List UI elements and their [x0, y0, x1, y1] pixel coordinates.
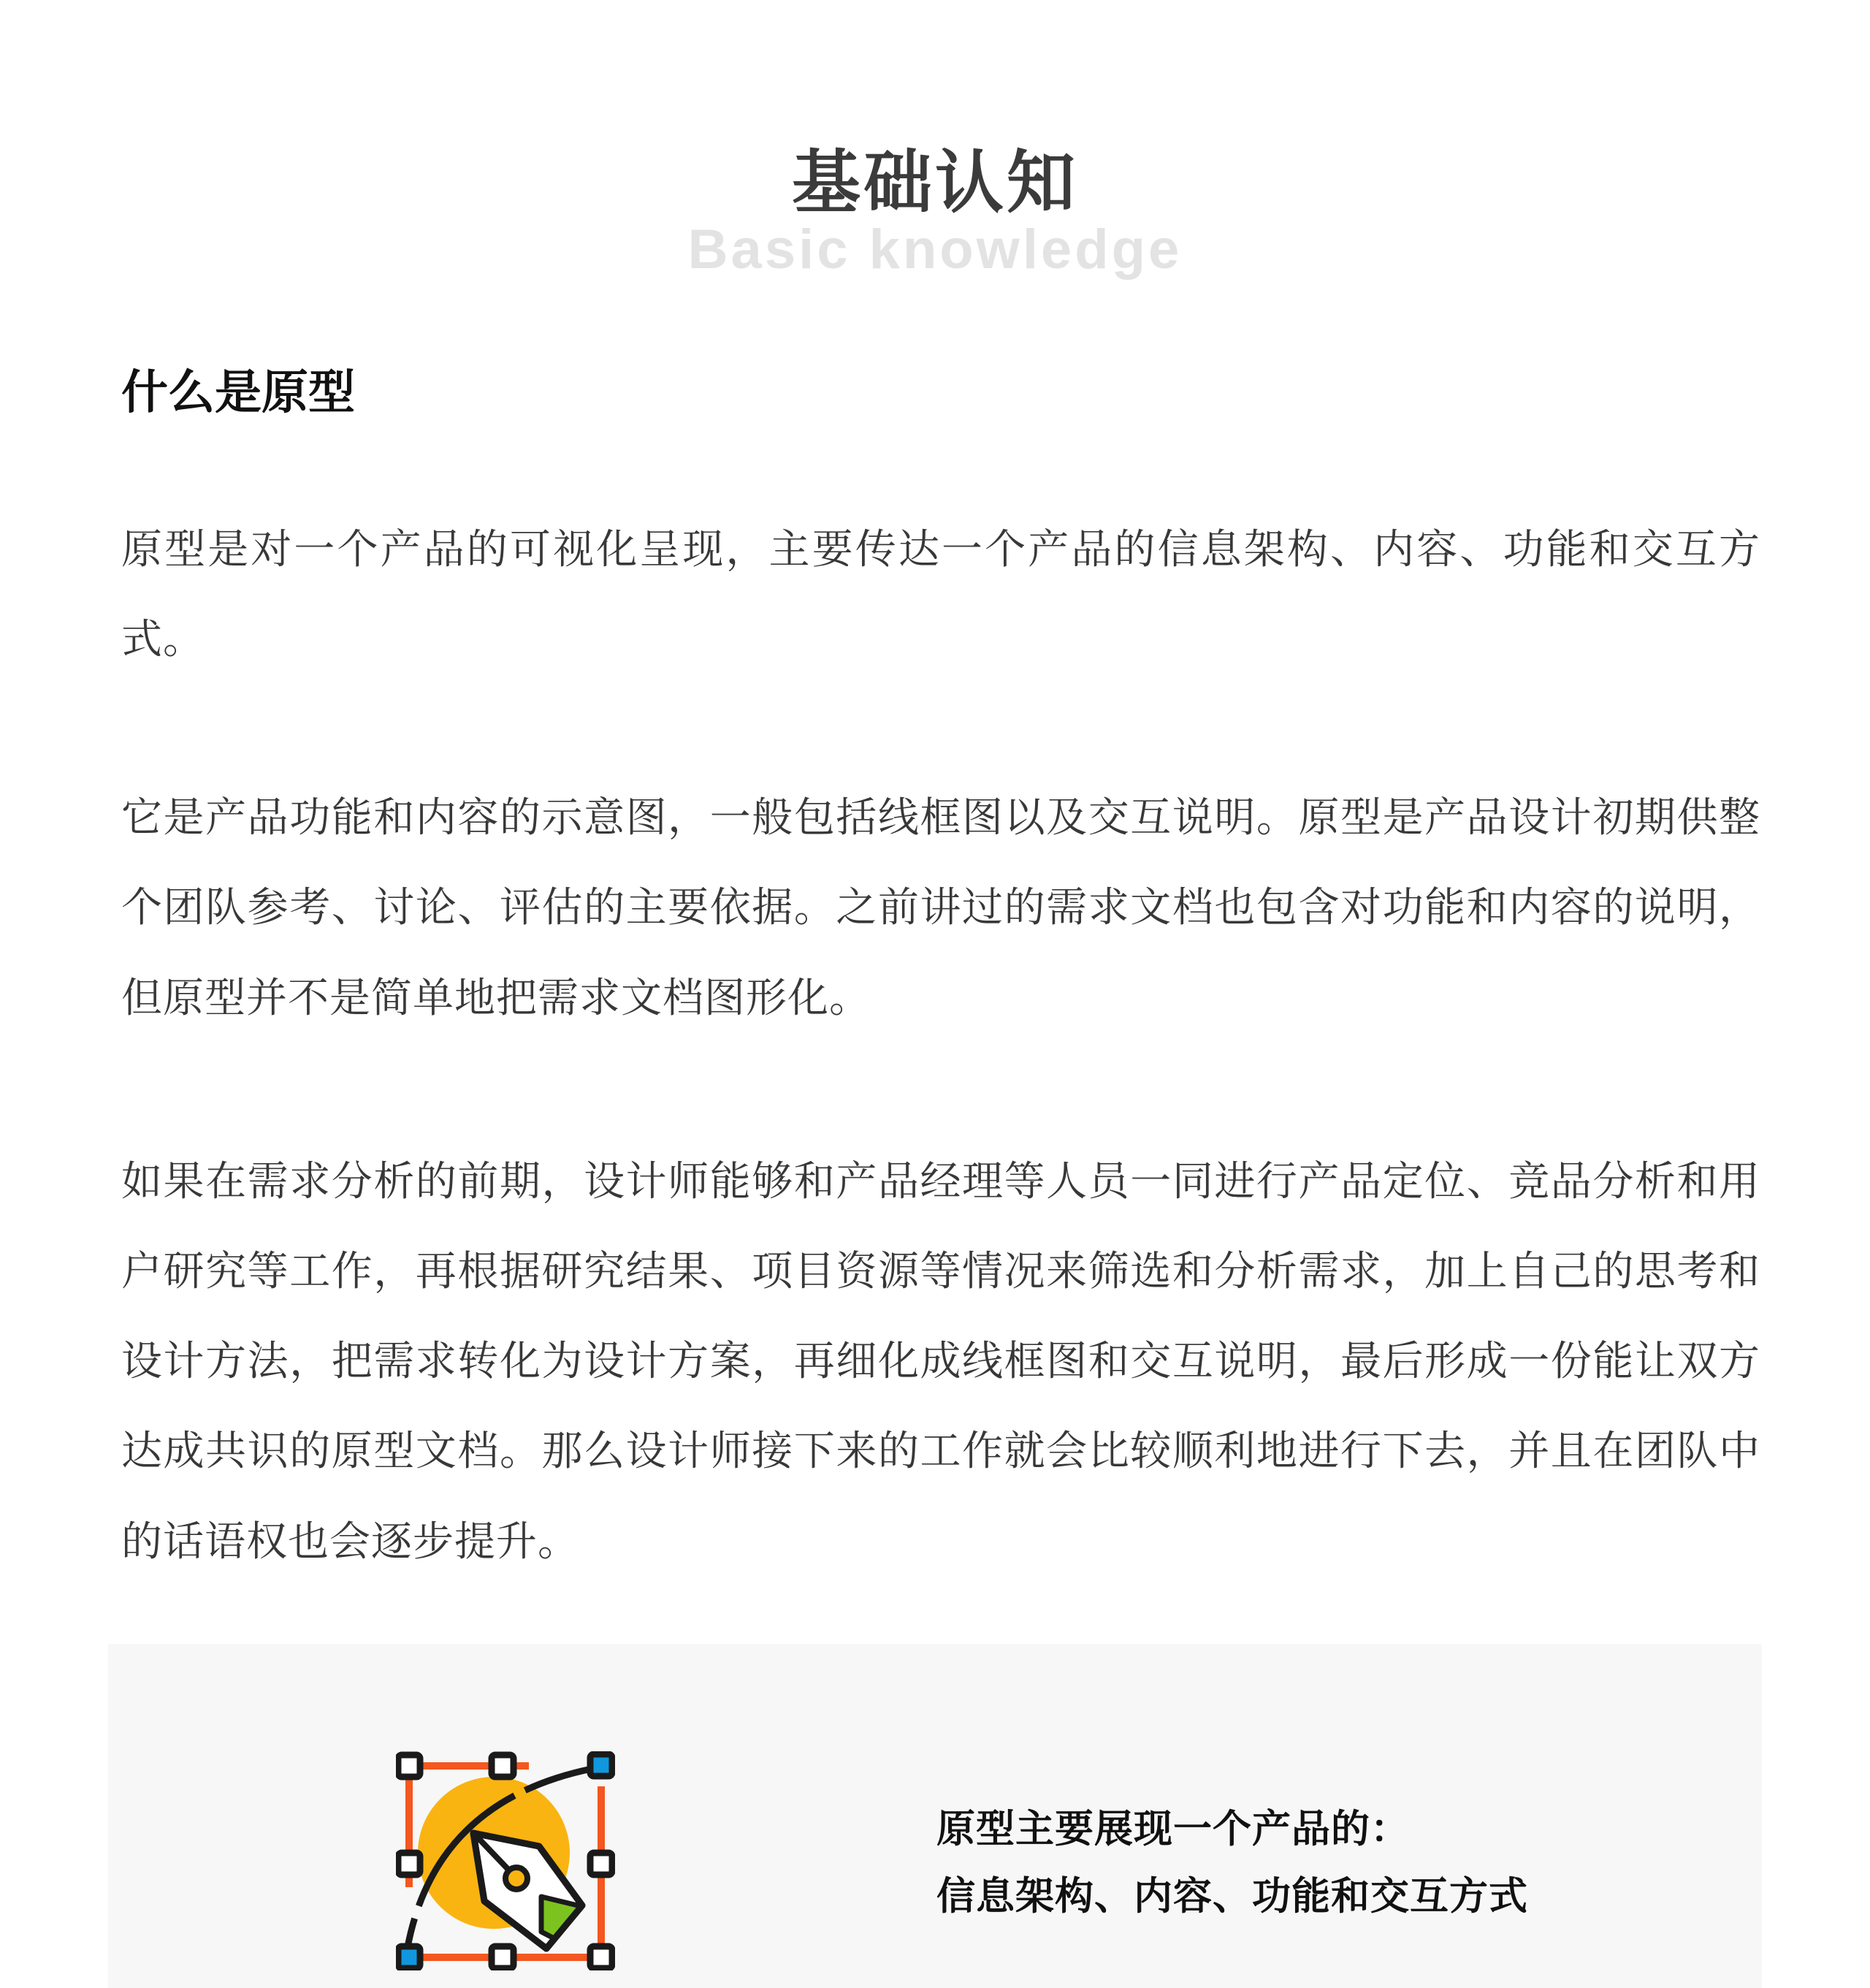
callout-text [936, 1796, 1528, 1930]
callout-line: 信息架构、内容、功能和交互方式 [936, 1874, 1528, 1918]
handle-top-middle [492, 1755, 514, 1777]
handle-bottom-left-blue [398, 1946, 420, 1968]
handle-bottom-right [590, 1946, 612, 1968]
callout-box [108, 1644, 1762, 1988]
paragraph: 如果在需求分析的前期，设计师能够和产品经理等人员一同进行产品定位、竞品分析和用户研究等工作，再根据研究结果、项目资源等情况来筛选和分析需求，加上自己的思考和设计方法，把需求转化为设计方案，再细化成线框图和交互说明，最后形成一份能让双方达成共识的原型文档。那么设计师接下来的工作就会比较顺利地进行下去，并且在团队中的话语权也会逐步提升。 [121, 1157, 1760, 1564]
handle-bottom-middle [492, 1946, 514, 1968]
handle-left-middle [398, 1853, 420, 1875]
pen-tool-selection-icon [396, 1751, 615, 1970]
paragraph: 它是产品功能和内容的示意图，一般包括线框图以及交互说明。原型是产品设计初期供整个团队参考、讨论、评估的主要依据。之前讲过的需求文档也包含对功能和内容的说明，但原型并不是简单地把需求文档图形化。 [121, 794, 1760, 1021]
page-subtitle: Basic knowledge [687, 218, 1183, 281]
handle-right-middle [590, 1853, 612, 1875]
page-title: 基础认知 [791, 144, 1078, 221]
nib-ink-dot [505, 1867, 527, 1889]
handle-top-left [398, 1755, 420, 1777]
paragraph: 原型是对一个产品的可视化呈现，主要传达一个产品的信息架构、内容、功能和交互方式。 [121, 525, 1760, 663]
article-body [0, 365, 1870, 1586]
handle-top-right-blue [590, 1754, 612, 1776]
callout-line: 原型主要展现一个产品的： [936, 1807, 1410, 1851]
section-heading: 什么是原型 [121, 366, 355, 419]
